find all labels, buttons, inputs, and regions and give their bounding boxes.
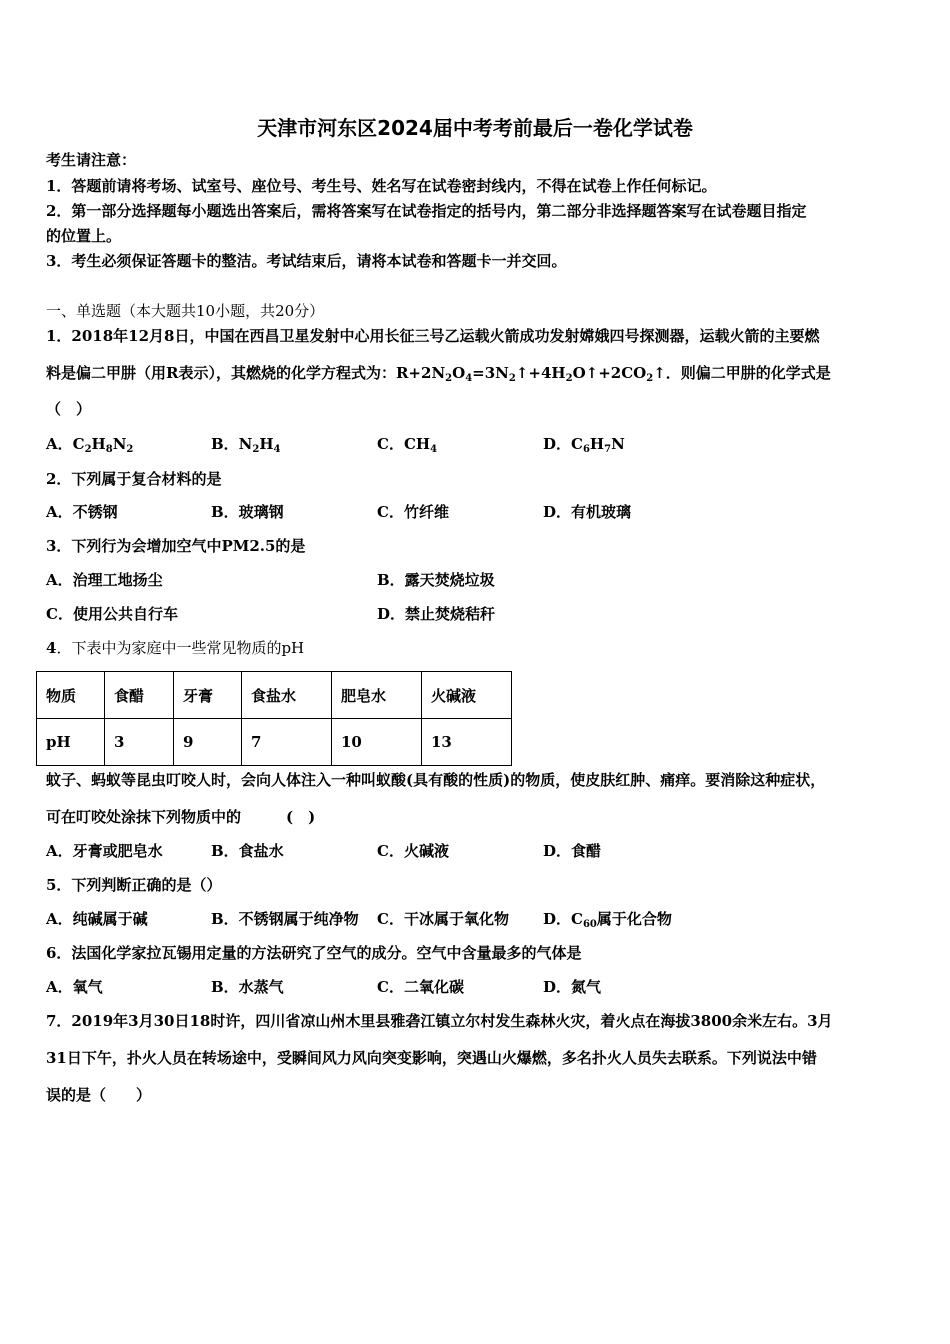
q2-option-a[interactable]: A．不锈钢 (46, 503, 118, 521)
q1-option-d[interactable]: D．$C_6H_7N$ (543, 435, 625, 455)
table-cell: 13 (422, 719, 512, 766)
table-row (37, 672, 512, 719)
table-cell: 9 (174, 719, 242, 766)
q1-option-c[interactable]: C．$CH_4$ (377, 435, 438, 455)
notice-item-2: 2．第一部分选择题每小题选出答案后，需将答案写在试卷指定的括号内，第二部分非选择题答案写在试卷题目指定 (46, 202, 807, 220)
notice-item-3: 3．考生必须保证答题卡的整洁。考试结束后，请将本试卷和答题卡一并交回。 (46, 252, 567, 270)
q6-option-b[interactable]: B．水蒸气 (211, 978, 284, 996)
table-header-cell: 食醋 (105, 672, 174, 719)
table-header-cell: 肥皂水 (332, 672, 422, 719)
q1-option-b[interactable]: B．$N_2H_4$ (211, 435, 281, 455)
q1-line-2: 料是偏二甲肼（用R表示），其燃烧的化学方程式为：$R+2N_2O_4=3N_2↑+4H_2O↑+2CO_2↑$．则偏二甲肼的化学式是 (46, 364, 831, 384)
q1-answer-bracket: （ ） (46, 400, 92, 418)
q3-option-c[interactable]: C．使用公共自行车 (46, 605, 178, 623)
table-cell: 3 (105, 719, 174, 766)
q4-option-c[interactable]: C．火碱液 (377, 842, 449, 860)
q7-line-1: 7．2019年3月30日18时许，四川省凉山州木里县雅砻江镇立尔村发生森林火灾，着火点在海拔3800余米左右。3月 (46, 1012, 833, 1030)
table-row (37, 719, 512, 766)
q3-option-d[interactable]: D．禁止焚烧秸秆 (377, 605, 496, 623)
q4-option-a[interactable]: A．牙膏或肥皂水 (46, 842, 163, 860)
q6-option-a[interactable]: A．氧气 (46, 978, 103, 996)
q4-option-b[interactable]: B．食盐水 (211, 842, 284, 860)
q5-option-a[interactable]: A．纯碱属于碱 (46, 910, 148, 928)
table-header-cell: 火碱液 (422, 672, 512, 719)
q5-stem: 5．下列判断正确的是（） (46, 876, 222, 894)
q1-line-1: 1．2018年12月8日，中国在西昌卫星发射中心用长征三号乙运载火箭成功发射嫦娥四号探测器，运载火箭的主要燃 (46, 327, 820, 345)
q2-stem: 2．下列属于复合材料的是 (46, 470, 222, 488)
notice-item-2-cont: 的位置上。 (46, 227, 122, 245)
q1-option-a[interactable]: A．$C_2H_8N_2$ (46, 435, 134, 455)
notice-item-1: 1．答题前请将考场、试室号、座位号、考生号、姓名写在试卷密封线内，不得在试卷上作任何标记。 (46, 177, 717, 195)
table-header-cell: 物质 (37, 672, 105, 719)
q4-line-1: 蚊子、蚂蚁等昆虫叮咬人时，会向人体注入一种叫蚁酸(具有酸的性质)的物质，使皮肤红肿、痛痒。要消除这种症状， (46, 771, 826, 789)
table-header-cell: 食盐水 (242, 672, 332, 719)
q2-option-d[interactable]: D．有机玻璃 (543, 503, 632, 521)
q3-option-b[interactable]: B．露天焚烧垃圾 (377, 571, 495, 589)
section-heading: 一、单选题（本大题共10小题，共20分） (46, 302, 325, 320)
q3-option-a[interactable]: A．治理工地扬尘 (46, 571, 163, 589)
q4-line-2: 可在叮咬处涂抹下列物质中的 ( ) (46, 808, 316, 826)
page-title: 天津市河东区2024届中考考前最后一卷化学试卷 (257, 116, 693, 140)
q5-option-b[interactable]: B．不锈钢属于纯净物 (211, 910, 359, 928)
q3-stem: 3．下列行为会增加空气中PM2.5的是 (46, 537, 306, 555)
q4-stem: 4．下表中为家庭中一些常见物质的pH (46, 639, 305, 657)
table-cell: 7 (242, 719, 332, 766)
notice-heading: 考生请注意： (46, 151, 137, 169)
q2-option-c[interactable]: C．竹纤维 (377, 503, 449, 521)
q5-option-c[interactable]: C．干冰属于氧化物 (377, 910, 509, 928)
q7-line-3: 误的是（ ） (46, 1086, 152, 1104)
q7-line-2: 31日下午，扑火人员在转场途中，受瞬间风力风向突变影响，突遇山火爆燃，多名扑火人员失去联系。下列说法中错 (46, 1049, 817, 1067)
table-header-cell: 牙膏 (174, 672, 242, 719)
q6-stem: 6．法国化学家拉瓦锡用定量的方法研究了空气的成分。空气中含量最多的气体是 (46, 944, 582, 962)
q5-option-d[interactable]: D．$C_{60}$属于化合物 (543, 910, 672, 930)
q2-option-b[interactable]: B．玻璃钢 (211, 503, 284, 521)
q4-option-d[interactable]: D．食醋 (543, 842, 602, 860)
q6-option-d[interactable]: D．氮气 (543, 978, 602, 996)
table-cell: pH (37, 719, 105, 766)
q6-option-c[interactable]: C．二氧化碳 (377, 978, 464, 996)
table-cell: 10 (332, 719, 422, 766)
ph-table (36, 671, 512, 766)
